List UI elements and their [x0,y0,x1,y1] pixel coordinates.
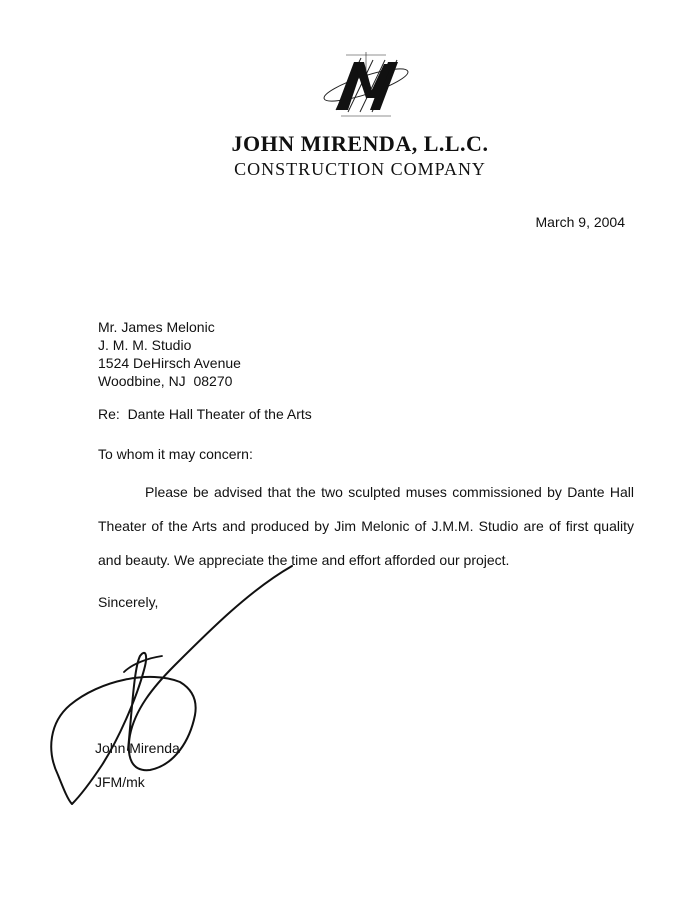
recipient-company: J. M. M. Studio [98,337,192,353]
handwritten-signature [40,560,310,820]
recipient-city-state-zip: Woodbine, NJ 08270 [98,373,233,389]
body-paragraph: Please be advised that the two sculpted muses commissioned by Dante Hall Theater of the Arts and produced by Jim Melonic of J.M.M. Studio are of first quality and beauty. We appreciate the time and effort afforded our project. [98,484,634,568]
recipient-address [98,318,241,390]
subject-line: Re: Dante Hall Theater of the Arts [98,406,312,422]
company-logo-mark [316,50,416,120]
recipient-name: Mr. James Melonic [98,319,215,335]
company-subtitle: CONSTRUCTION COMPANY [234,159,486,179]
letter-date: March 9, 2004 [535,214,625,230]
signer-name: John Mirenda [95,740,180,756]
closing: Sincerely, [98,594,159,610]
recipient-street: 1524 DeHirsch Avenue [98,355,241,371]
typist-initials: JFM/mk [95,774,145,790]
company-name: JOHN MIRENDA, L.L.C. [231,131,489,156]
salutation: To whom it may concern: [98,446,253,462]
